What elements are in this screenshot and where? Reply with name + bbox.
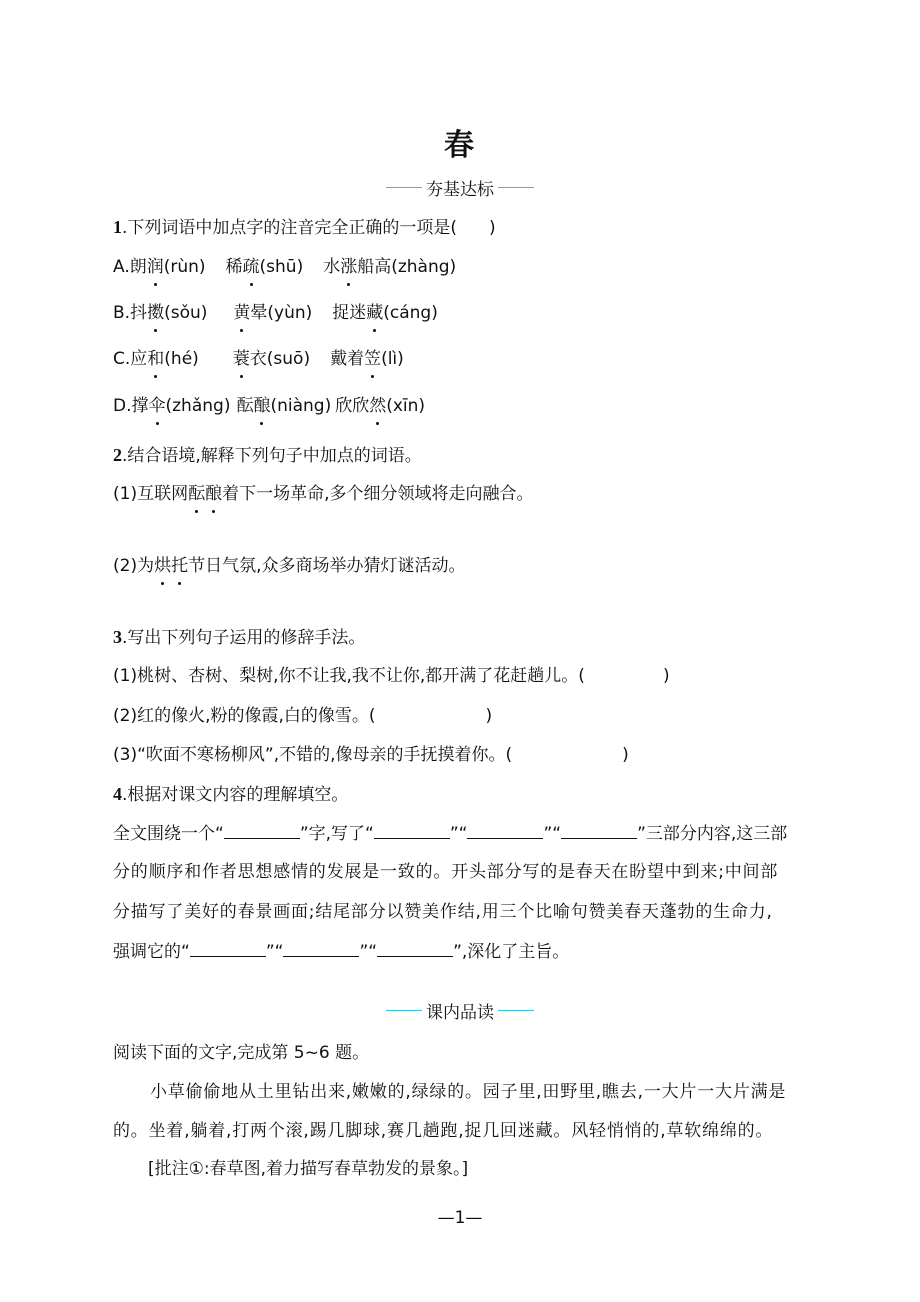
fill-blank[interactable] [467,820,543,839]
emphasis-dot-char: 涨 [340,254,357,280]
section-header-basics [0,175,920,199]
question-1-option-d: D.撑伞(zhǎng) 酝酿(niàng) 欣欣然(xīn) [113,393,813,419]
header-rule-right [498,187,534,188]
fill-blank[interactable] [190,938,266,957]
section-header-reading [0,998,920,1022]
emphasis-dot-char: 疏 [243,254,260,280]
question-3-stem: 3.写出下列句子运用的修辞手法。 [113,627,366,648]
question-1-option-b: B.抖擞(sǒu) 黄晕(yùn) 捉迷藏(cáng) [113,300,813,326]
question-3-sentence-2: (2)红的像火,粉的像霞,白的像雪。( ) [113,706,493,726]
reading-paragraph-line-2: 的。坐着,躺着,打两个滚,踢几脚球,赛几趟跑,捉几回迷藏。风轻悄悄的,草软绵绵的。 [113,1121,774,1141]
section-title: 夯基达标 [426,179,494,200]
question-2-sentence-2: (2)为烘托节日气氛,众多商场举办猜灯谜活动。 [113,553,813,579]
page-number: —1— [437,1208,483,1228]
reading-intro: 阅读下面的文字,完成第 5~6 题。 [113,1043,370,1063]
emphasis-dot-char: 笠 [364,346,381,372]
question-1-option-a: A.朗润(rùn) 稀疏(shū) 水涨船高(zhàng) [113,254,813,280]
fill-blank[interactable] [283,938,359,957]
question-4-line-2: 分的顺序和作者思想感情的发展是一致的。开头部分写的是春天在盼望中到来;中间部 [113,862,779,882]
reading-annotation: [批注①:春草图,着力描写春草勃发的景象。] [148,1159,469,1179]
question-3-sentence-1: (1)桃树、杏树、梨树,你不让我,我不让你,都开满了花赶趟儿。( ) [113,666,670,686]
header-rule-left [386,1010,422,1011]
header-rule-right [498,1010,534,1011]
emphasis-dot-char: 伞 [149,393,166,419]
question-number: 1 [113,217,122,237]
question-3-sentence-3: (3)“吹面不寒杨柳风”,不错的,像母亲的手抚摸着你。( ) [113,745,629,765]
fill-blank[interactable] [374,820,450,839]
emphasis-dot-char: 托 [171,553,188,579]
emphasis-dot-char: 酝 [188,481,205,507]
question-4-line-4: 强调它的“ ”“ ”“ ”,深化了主旨。 [113,938,813,964]
question-2-sentence-1: (1)互联网酝酿着下一场革命,多个细分领域将走向融合。 [113,481,813,507]
question-4-line-1: 全文围绕一个“ ”字,写了“ ”“ ”“ ”三部分内容,这三部 [113,820,813,846]
header-rule-left [386,187,422,188]
question-4-line-3: 分描写了美好的春景画面;结尾部分以赞美作结,用三个比喻句赞美春天蓬勃的生命力, [113,902,773,922]
question-1-option-c: C.应和(hé) 蓑衣(suō) 戴着笠(lì) [113,346,813,372]
fill-blank[interactable] [224,820,300,839]
emphasis-dot-char: 和 [147,346,164,372]
page-title: 春 [444,128,476,163]
reading-paragraph-line-1: 小草偷偷地从土里钻出来,嫩嫩的,绿绿的。园子里,田野里,瞧去,一大片一大片满是 [150,1082,787,1102]
emphasis-dot-char: 藏 [366,300,383,326]
question-4-stem: 4.根据对课文内容的理解填空。 [113,784,349,805]
question-number: 2 [113,445,122,465]
question-1-stem: 1.下列词语中加点字的注音完全正确的一项是( ) [113,217,496,238]
fill-blank[interactable] [561,820,637,839]
emphasis-dot-char: 擞 [147,300,164,326]
section-title: 课内品读 [426,1002,494,1023]
emphasis-dot-char: 烘 [154,553,171,579]
question-number: 3 [113,627,122,647]
fill-blank[interactable] [377,938,453,957]
question-number: 4 [113,784,122,804]
question-2-stem: 2.结合语境,解释下列句子中加点的词语。 [113,445,422,466]
emphasis-dot-char: 酿 [205,481,222,507]
emphasis-dot-char: 然 [369,393,386,419]
emphasis-dot-char: 润 [147,254,164,280]
emphasis-dot-char: 酿 [253,393,270,419]
emphasis-dot-char: 蓑 [233,346,250,372]
emphasis-dot-char: 黄 [233,300,250,326]
